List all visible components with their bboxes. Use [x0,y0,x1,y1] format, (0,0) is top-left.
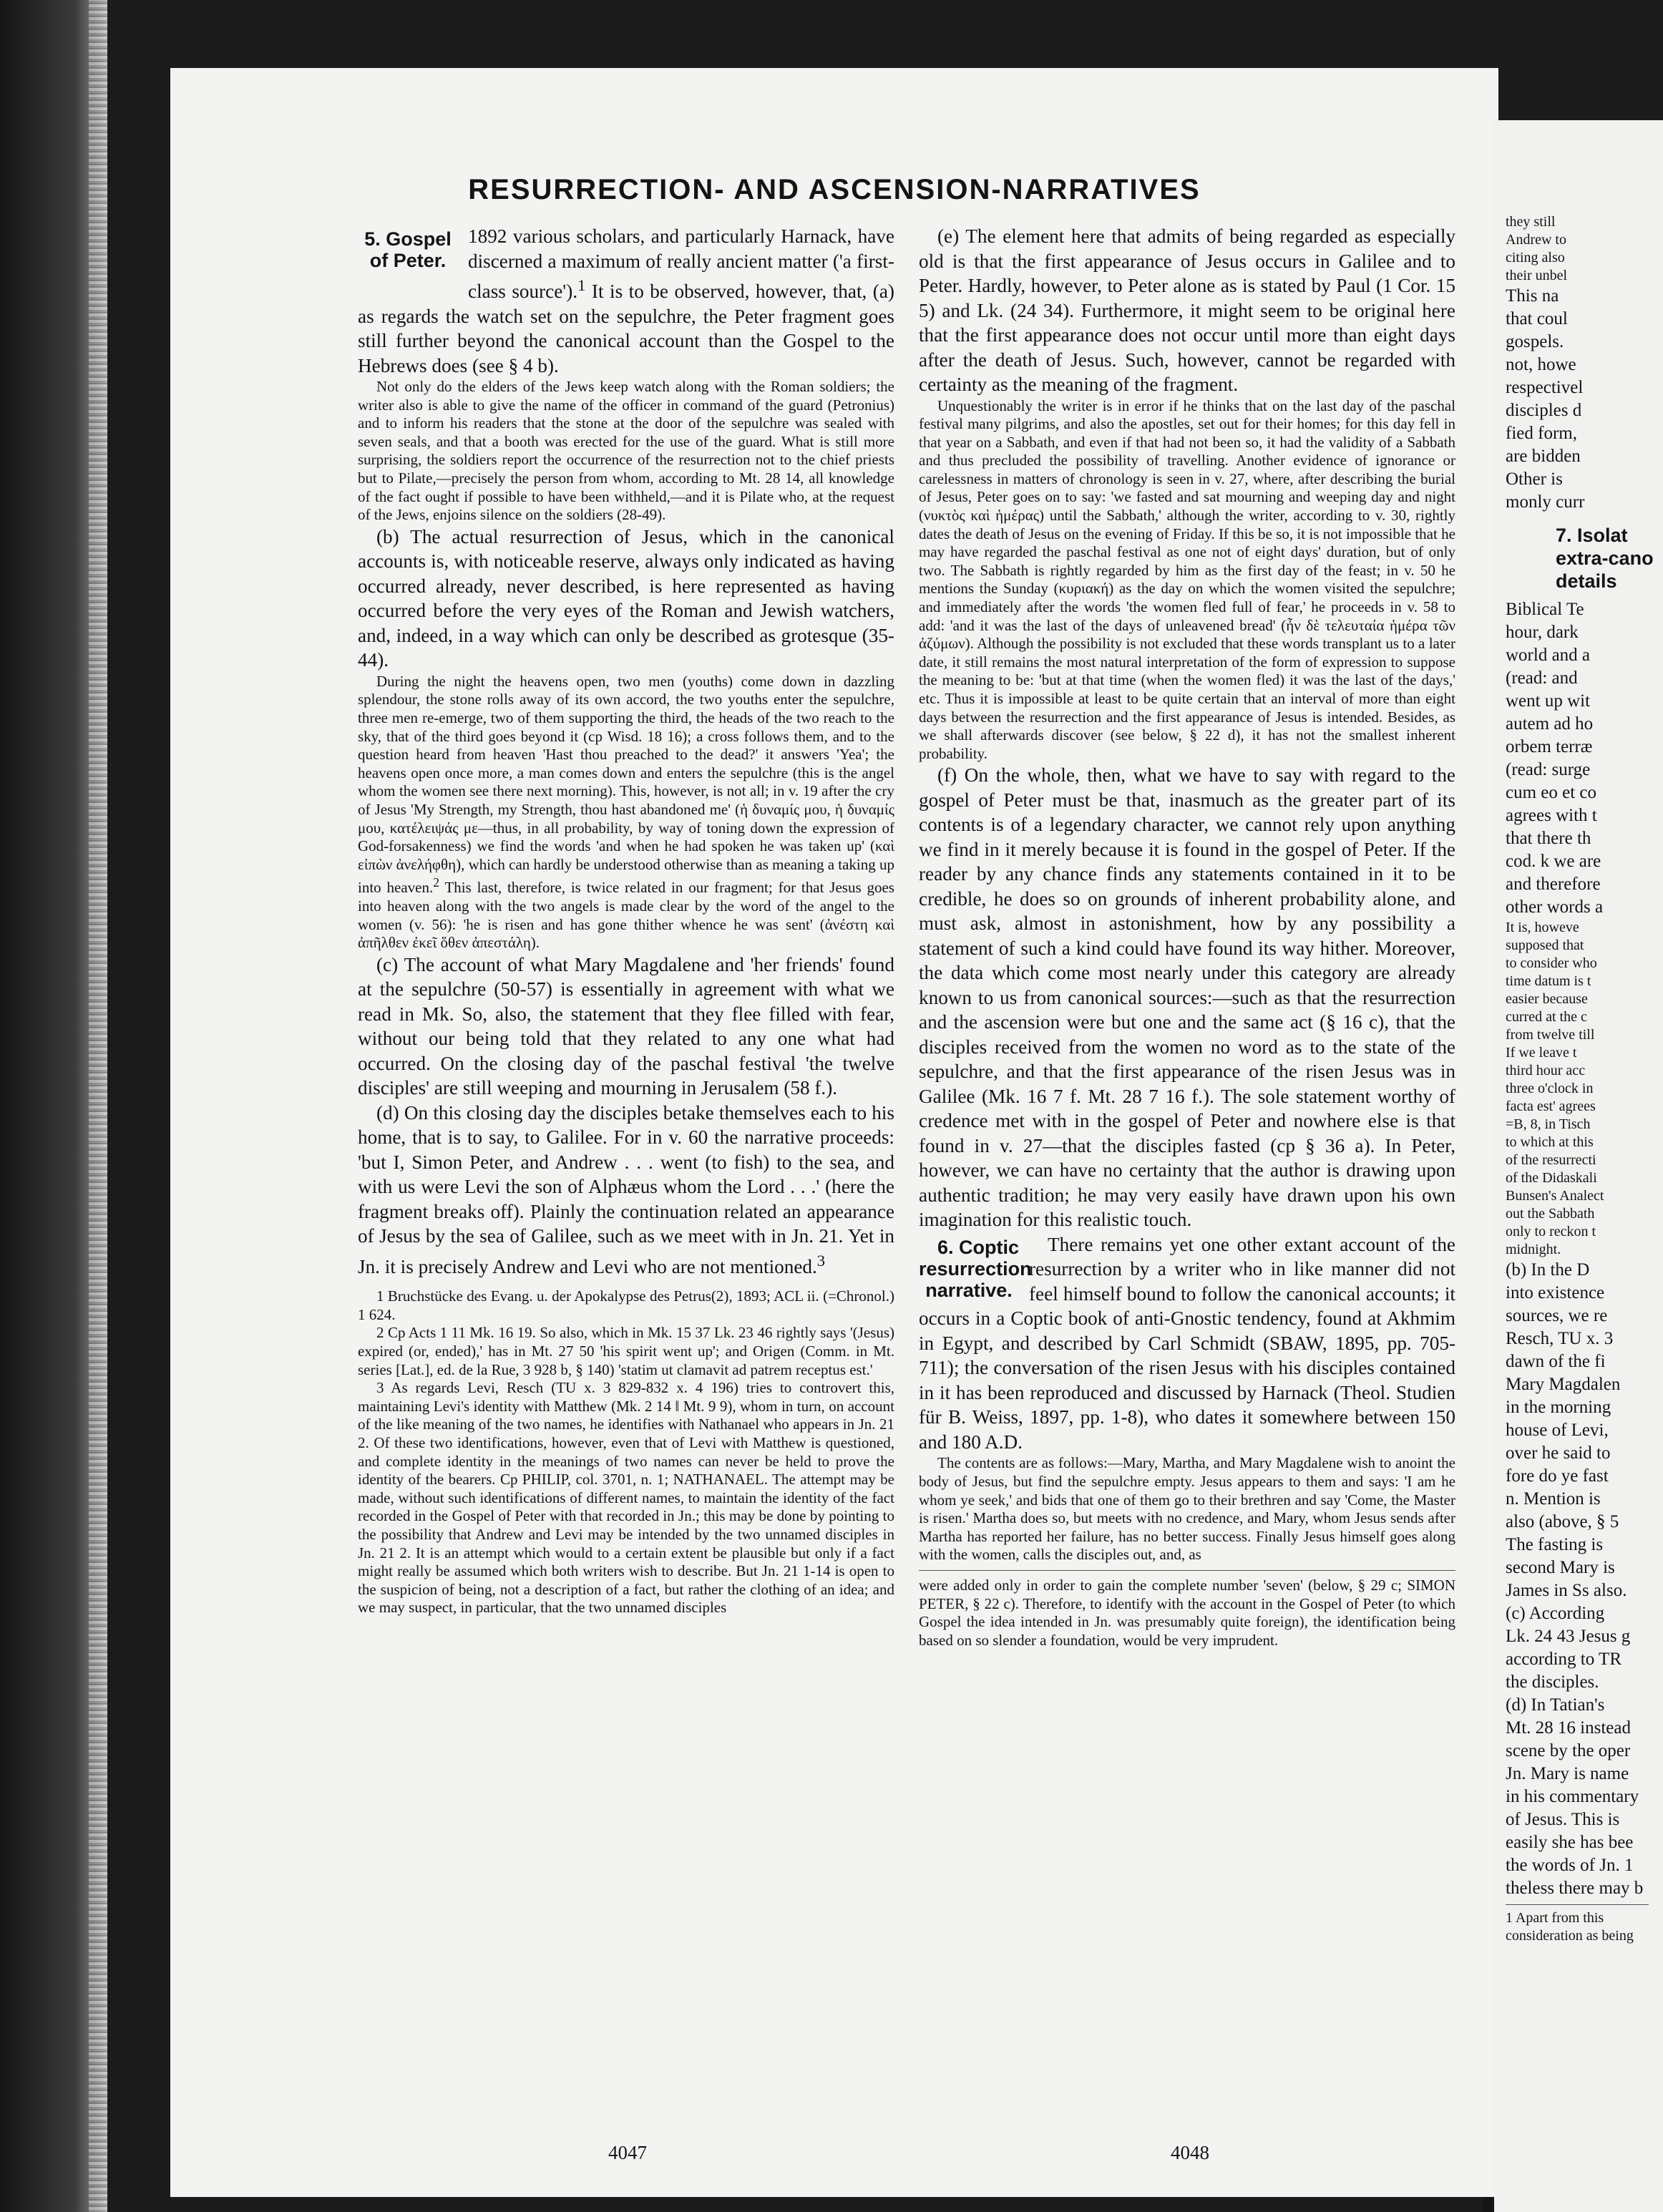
paragraph-intro [358,224,894,378]
next-page-line: in his commentary [1506,1787,1639,1806]
next-page-line: hour, dark [1506,623,1579,642]
next-page-line: This na [1506,286,1559,306]
next-page-line: Andrew to [1506,232,1566,248]
next-page-line: It is, howeve [1506,920,1579,935]
film-margin [0,0,107,2212]
footnote-ref-2: 2 [433,875,439,890]
next-page-line: to consider who [1506,955,1597,971]
folio-right: 4048 [1171,2142,1209,2163]
footnote-ref-1: 1 [577,276,586,294]
next-page-line: easily she has bee [1506,1833,1634,1852]
next-page-line: disciples d [1506,401,1582,420]
next-page-line: Biblical Te [1506,600,1584,619]
next-page-line: Resch, TU x. 3 [1506,1329,1614,1348]
next-page-line: in the morning [1506,1398,1611,1417]
folio-left: 4047 [608,2142,647,2163]
next-page-line: that there th [1506,829,1591,848]
next-page-line: of the Didaskali [1506,1170,1597,1186]
small-paragraph-night [358,673,894,952]
next-page-line: cum eo et co [1506,783,1597,802]
footnote-2: 2 Cp Acts 1 11 Mk. 16 19. So also, which in Mk. 15 37 Lk. 23 46 rightly says '(Jesus) expired (or, ended),' has in Mt. 27 50 'his spirit went up'; and Origen (Comm. in Mt. series [Lat.], ed. de la Rue, 3 928 b, § 140) 'statim ut clamavit ad patrem receptus est.' [358,1324,894,1378]
next-page-line: out the Sabbath [1506,1206,1595,1222]
next-page-line: world and a [1506,645,1591,665]
next-page-line: gospels. [1506,332,1564,351]
next-page-line: sources, we re [1506,1306,1608,1325]
next-page-line: 1 Apart from this [1506,1910,1604,1926]
next-page-line: orbem terræ [1506,737,1593,756]
next-page-line: also (above, § 5 [1506,1512,1619,1531]
next-page-line: midnight. [1506,1242,1561,1257]
next-page-line: to which at this [1506,1134,1594,1150]
paragraph-coptic-text: There remains yet one other extant account of the resurrection by a writer who in like manner did not feel himself bound to follow the canonical accounts; it occurs in a Coptic book of anti-Gnostic tendency, found at Akhmim in Egypt, and described by Carl Schmidt (SBAW, 1895, pp. 705-711); the conversation of the risen Jesus with his disciples contained in it has been reproduced and discussed by Harnack (Theol. Studien für B. Weiss, 1897, pp. 1-8), who dates it somewhere between 150 and 180 A.D. [919,1233,1455,1453]
small-paragraph-night-tail: This last, therefore, is twice related in our fragment; for that Jesus goes into heaven along with the two angels is made clear by the word of the angel to the women (v. 56): 'he is risen and has gone thither whence he was sent' (ἀνέστη καὶ ἀπῆλθεν ἐκεῖ ὅθεν ἀπεστάλη). [358,879,894,952]
next-page-text [1494,120,1663,1945]
small-paragraph-watch: Not only do the elders of the Jews keep watch along with the Roman soldiers; the writer also is able to give the name of the officer in command of the guard (Petronius) and to inform his readers that the stone at the door of the sepulchre was sealed with seven seals, and that a booth was erected for the use of the guard. What is still more surprising, the soldiers report the occurrence of the resurrection not to the chief priests but to Pilate,—precisely the person from whom, according to Mt. 28 14, all knowledge of the fact ought if possible to have been withheld,—and it is Pilate who, at the request of the Jews, enjoins silence on the soldiers (28-49). [358,378,894,524]
next-page-line: citing also [1506,250,1565,265]
paragraph-coptic [919,1232,1455,1455]
page-left [170,68,1498,2197]
next-page-line: Mary Magdalen [1506,1375,1621,1394]
next-page-line: second Mary is [1506,1558,1615,1577]
next-page-line: Bunsen's Analect [1506,1188,1604,1204]
next-page-line: respectivel [1506,378,1584,397]
next-page-line: curred at the c [1506,1009,1587,1025]
next-page-line: fore do ye fast [1506,1466,1609,1486]
next-page-line: that coul [1506,309,1568,328]
paragraph-d-text: (d) On this closing day the disciples betake themselves each to his home, that is to say, to Galilee. For in v. 60 the narrative proceeds: 'but I, Simon Peter, and Andrew . . . went (to fish) to the sea, and with us were Levi the son of Alphæus whom the Lord . . .' (here the fragment breaks off). Plainly the continuation related an appearance of Jesus by the sea of Galilee, such as we meet with in Jn. 21. Yet in Jn. it is precisely Andrew and Levi who are not mentioned. [358,1101,894,1277]
next-page-line: easier because [1506,991,1588,1007]
next-page-line: and therefore [1506,874,1601,894]
next-page-line: consideration as being [1506,1928,1634,1944]
small-paragraph-chronology: Unquestionably the writer is in error if he thinks that on the last day of the paschal festival many pilgrims, and also the apostles, set out for their homes; for this day fell in that year on a Sabbath, and even if that had not been so, it had the validity of a Sabbath and thus precluded the possibility of travelling. Another evidence of ignorance or carelessness in matters of chronology is seen in v. 27, where, after describing the burial of Jesus, Peter goes on to say: 'we fasted and sat mourning and weeping day and night (νυκτὸς καὶ ἡμέρας) until the Sabbath,' although the writer, according to v. 30, rightly dates the death of Jesus on the evening of Friday. If this be so, it is not impossible that he may have regarded the paschal festival as one not of eight days' duration, but of only two. The Sabbath is rightly regarded by him as the first day of the feast; in v. 50 he mentions the Sunday (κυριακή) as the day on which the women visited the sepulchre; and immediately after the words 'the women fled full of fear,' he proceeds in v. 58 to add: 'and it was the last of the days of unleavened bread' (ἦν δὲ τελευταία ἡμέρα τῶν ἀζύμων). Although the possibility is not excluded that these words transplant us to a later date, it still remains the most natural interpretation of the form of expression to suppose the meaning to be: 'but at that time (when the women fled) it was the last of the days,' etc. Thus it is impossible at least to be quite certain that an interval of more than eight days between the resurrection and the first appearance of Jesus is intended. Besides, as we shall afterwards discover (see below, § 22 d), it has not the smallest inherent probability. [919,396,1455,762]
section-heading-gospel-of-peter: 5. Gospel of Peter. [364,228,452,271]
next-page-line: James in Ss also. [1506,1581,1627,1600]
next-page-line: agrees with t [1506,806,1597,825]
next-page-line: (c) According [1506,1604,1605,1623]
next-page-edge [1494,120,1663,2212]
next-page-line: not, howe [1506,355,1576,374]
next-page-line: of the resurrecti [1506,1152,1596,1168]
next-page-line: (read: surge [1506,760,1591,779]
next-page-footnote-rule [1506,1904,1649,1905]
next-page-line: time datum is t [1506,973,1591,989]
next-page-line: autem ad ho [1506,714,1594,734]
next-page-line: Mt. 28 16 instead [1506,1718,1631,1738]
next-page-line: If we leave t [1506,1045,1577,1061]
next-page-line: Jn. Mary is name [1506,1764,1629,1783]
next-page-line: (b) In the D [1506,1260,1590,1280]
footnote-1: 1 Bruchstücke des Evang. u. der Apokalypse des Petrus(2), 1893; ACL ii. (=Chronol.) 1 624. [358,1287,894,1323]
next-page-line: into existence [1506,1283,1605,1302]
next-page-line: of Jesus. This is [1506,1810,1620,1829]
next-page-line: over he said to [1506,1443,1611,1463]
next-page-line: are bidden [1506,447,1581,466]
next-page-line: fied form, [1506,424,1577,443]
next-page-line: according to TR [1506,1650,1621,1669]
running-head: RESURRECTION- AND ASCENSION-NARRATIVES [468,174,1201,205]
next-page-line: (read: and [1506,668,1578,688]
next-page-line: only to reckon t [1506,1224,1596,1239]
next-page-line: Other is [1506,469,1563,489]
next-page-line: scene by the oper [1506,1741,1631,1760]
next-page-section-heading: 7. Isolat extra-cano details [1556,525,1654,592]
next-page-line: theless there may b [1506,1879,1644,1898]
next-page-line: (d) In Tatian's [1506,1695,1605,1715]
next-page-line: monly curr [1506,492,1585,512]
footnote-3: 3 As regards Levi, Resch (TU x. 3 829-832 x. 4 196) tries to controvert this, maintaining Levi's identity with Matthew (Mk. 2 14 ‖ Mt. 9 9), whom in turn, on account of the like meaning of the two names, he identifies with Nathanael who appears in Jn. 21 2. Of these two identifications, however, even that of Levi with Matthew is questioned, and complete identity in the meanings of two names can never be held to prove the identity of the bearers. Cp PHILIP, col. 3701, n. 1; NATHANAEL. The attempt may be made, without such identifications of different names, to maintain the identity of the fact recorded in the Gospel of Peter with that recorded in Jn.; this may be done by pointing to the possibility that Andrew and Levi may be intended by the two unnamed disciples in Jn. 21 2. It is an attempt which would to a certain extent be plausible but only if a fact might really be assumed which both writers wish to describe. But Jn. 21 1-14 is open to the suspicion of being, not a description of a fact, but rather the clothing of an idea; and we may suspect, in particular, that the two unnamed disciples [358,1379,894,1617]
next-page-line: =B, 8, in Tisch [1506,1116,1591,1132]
next-page-line: facta est' agrees [1506,1098,1596,1114]
next-page-line: house of Levi, [1506,1421,1609,1440]
paragraph-c: (c) The account of what Mary Magdalene and 'her friends' found at the sepulchre (50-57) is essentially in agreement with what we read in Mk. So, also, the statement that they flee filled with fear, without our being told that they related to any one what had occurred. On the closing day of the paschal festival 'the twelve disciples' are still weeping and mourning in Jerusalem (58 f.). [358,953,894,1099]
small-paragraph-night-text: During the night the heavens open, two men (youths) come down in dazzling splendour, the stone rolls away of its own accord, the two youths enter the sepulchre, three men re-emerge, two of them supporting the third, the heads of the two reach to the sky, that of the third goes beyond it (cp Wisd. 18 16); a cross follows them, and to the question heard from heaven 'Hast thou preached to the dead?' it answers 'Yea'; the heavens open once more, a man comes down and enters the sepulchre (this is the angel whom the women see there next morning). This, however, is not all; in v. 19 after the cry of Jesus 'My Strength, my Strength, thou hast abandoned me' (ἡ δυναμίς μου, ἡ δυναμίς μου, κατέλειψάς με—thus, in all probability, by way of toning down the expression of God-forsakenness) we find the words 'and when he had spoken he was taken up' (καὶ εἰπὼν ἀνελήφθη), which can hardly be understood otherwise than as meaning a taking up into heaven. [358,672,895,897]
section-heading-coptic: 6. Coptic resurrection narrative. [919,1236,1032,1301]
footnote-ref-3: 3 [816,1251,826,1270]
paragraph-intro-text: 1892 various scholars, and particularly Harnack, have discerned a maximum of really ancient matter ('a first-class source'). [468,225,894,303]
next-page-line: cod. k we are [1506,852,1601,871]
paragraph-f: (f) On the whole, then, what we have to say with regard to the gospel of Peter must be that, inasmuch as the greater part of its contents is of a legendary character, we cannot rely upon anything we find in it merely because it is found in the gospel of Peter. If the reader by any chance finds any statements contained in it to be credible, he does so on grounds of inherent probability alone, and must ask, almost in astonishment, how by any possibility a statement of such a kind could have found its way hither. Moreover, the data which come most nearly under this category are already known to us from canonical sources:—such as that the resurrection and the ascension were but one and the same act (§ 16 c), that the disciples received from the women no word as to the state of the sepulchre, and that the first appearance of the risen Jesus was in Galilee (Mk. 16 7 f. Mt. 28 7 16 f.). The sole statement worthy of credence met with in the gospel of Peter and nowhere else is that found in v. 27—that the disciples fasted (cp § 36 a). In Peter, however, we can have no certainty that the author is drawing upon authentic tradition; he may very easily have drawn upon his own imagination for this realistic touch. [919,764,1455,1231]
next-page-line: went up wit [1506,691,1591,711]
small-paragraph-coptic-contents: The contents are as follows:—Mary, Martha, and Mary Magdalene wish to anoint the body of Jesus, but find the sepulchre empty. Jesus appears to them and says: 'I am he whom ye seek,' and bids that one of them go to their brethren and say 'Come, the Master is risen.' Martha does so, but meets with no credence, and Mary, whom Jesus sends after Martha has reported her failure, has no better success. Finally Jesus himself goes along with the women, calls the disciples out, and, as [919,1454,1455,1564]
paragraph-e: (e) The element here that admits of being regarded as especially old is that the first appearance of Jesus occurs in Galilee and to Peter. Hardly, however, to Peter alone as is stated by Paul (1 Cor. 15 5) and Lk. (24 34). Furthermore, it might seem to be original here that the first appearance does not occur until more than eight days after the death of Jesus. Such, however, cannot be regarded with certainty as the meaning of the fragment. [919,225,1455,395]
next-page-line: they still [1506,214,1556,230]
right-column [919,224,1455,1650]
next-page-line: n. Mention is [1506,1489,1601,1509]
next-page-line: the words of Jn. 1 [1506,1856,1634,1875]
next-page-line: The fasting is [1506,1535,1604,1554]
paragraph-intro-tail: It is to be observed, however, that, (a) as regards the watch set on the sepulchre, the Peter fragment goes still further beyond the canonical account than the Gospel to the Hebrews does (see § 4 b). [358,281,894,376]
next-page-line: supposed that [1506,937,1584,953]
paragraph-d [358,1101,894,1280]
left-column [358,224,894,1617]
next-page-line: other words a [1506,897,1604,917]
next-page-line: their unbel [1506,268,1568,283]
footnote-continuation: were added only in order to gain the complete number 'seven' (below, § 29 c; SIMON PETER, § 22 c). Therefore, to identify with the account in the Gospel of Peter (to which Gospel the idea intended in Jn. was presumably quite foreign), the identification being based on so slender a foundation, would be very imprudent. [919,1576,1455,1649]
next-page-line: three o'clock in [1506,1081,1594,1096]
next-page-line: Lk. 24 43 Jesus g [1506,1627,1631,1646]
next-page-line: third hour acc [1506,1063,1586,1078]
next-page-line: the disciples. [1506,1672,1599,1692]
next-page-line: dawn of the fi [1506,1352,1606,1371]
paragraph-b: (b) The actual resurrection of Jesus, which in the canonical accounts is, with noticeable reserve, always only indicated as having occurred already, never described, is here represented as having occurred before the very eyes of the Roman and Jewish watchers, and, indeed, in a way which can only be described as grotesque (35-44). [358,525,894,671]
next-page-line: from twelve till [1506,1027,1595,1043]
